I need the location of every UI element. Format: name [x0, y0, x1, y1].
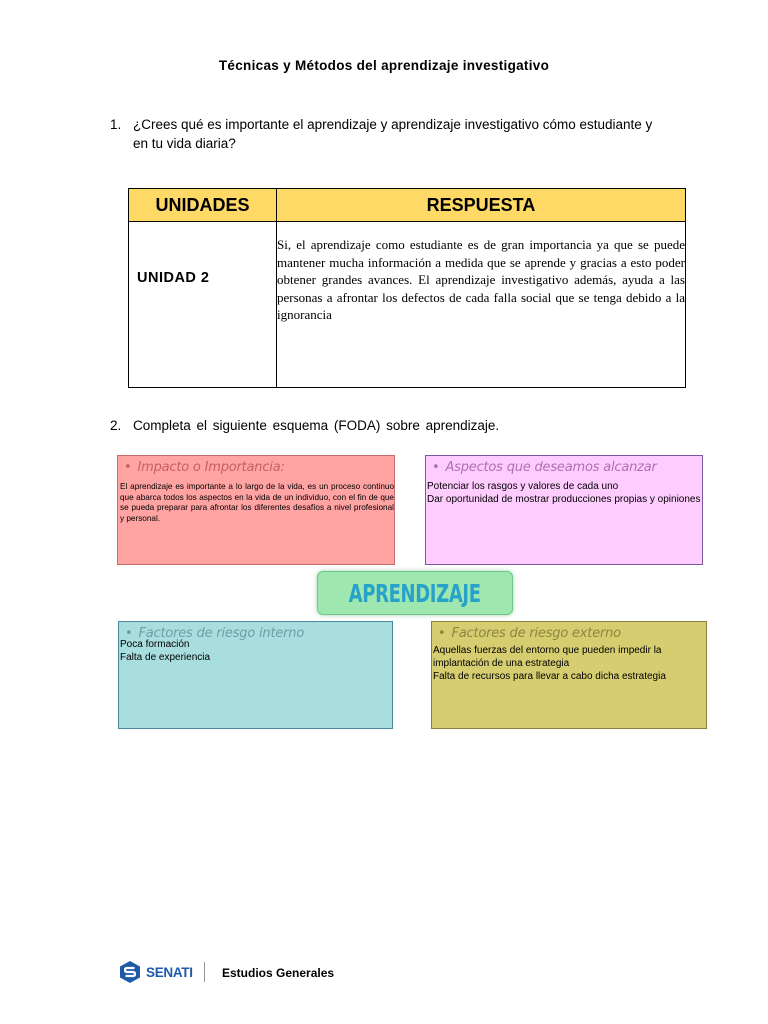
list-item: Falta de experiencia — [120, 652, 211, 663]
foda-body-aspectos — [427, 480, 703, 506]
foda-box-interno — [118, 621, 393, 729]
foda-body-externo — [433, 644, 708, 683]
page-footer — [118, 960, 438, 986]
question-1-number: 1. — [110, 117, 122, 132]
column-header-unidades: UNIDADES — [129, 189, 277, 222]
document-title: Técnicas y Métodos del aprendizaje investigativo — [218, 58, 550, 73]
question-1-text: ¿Crees qué es importante el aprendizaje y aprendizaje investigativo cómo estudiante y en tu vida diaria? — [133, 117, 653, 151]
foda-heading-aspectos — [432, 460, 657, 475]
aprendizaje-text: APRENDIZAJE — [348, 578, 482, 608]
aprendizaje-center-label — [317, 571, 513, 615]
column-header-respuesta: RESPUESTA — [277, 189, 686, 222]
foda-box-impacto — [117, 455, 395, 565]
foda-box-aspectos — [425, 455, 703, 565]
list-item: Dar oportunidad de mostrar producciones propias y opiniones — [427, 494, 701, 505]
foda-heading-aspectos-text: Aspectos que deseamos alcanzar — [445, 460, 657, 475]
units-table — [128, 188, 686, 388]
senati-logo-text: SENATI — [146, 965, 193, 980]
unit-cell: UNIDAD 2 — [129, 222, 277, 388]
foda-box-externo — [431, 621, 707, 729]
list-item: Poca formación — [120, 639, 190, 650]
foda-heading-impacto-text: Impacto o Importancia: — [137, 460, 285, 475]
question-2-text: Completa el siguiente esquema (FODA) sobre aprendizaje. — [133, 418, 500, 433]
foda-body-impacto — [120, 482, 394, 524]
answer-cell: Si, el aprendizaje como estudiante es de gran importancia ya que se puede mantener mucha información a medida que se aprende y gracias a esto poder obtener grandes avances. El aprendizaje investigativo además, ayuda a las personas a afrontar los defectos de cada falla social que se tenga debido a la ignorancia — [277, 222, 686, 388]
bullet-icon: • — [125, 626, 133, 641]
foda-heading-impacto — [124, 460, 285, 475]
foda-heading-interno-text: Factores de riesgo interno — [138, 626, 305, 641]
foda-text-impacto: El aprendizaje es importante a lo largo de la vida, es un proceso continuo que abarca todos los aspectos en la vida de un individuo, con el fin de que se pueda preparar para afrontar los diferentes desafíos a nivel profesional y personal. — [120, 482, 394, 523]
list-item: Falta de recursos para llevar a cabo dicha estrategia — [433, 671, 666, 682]
foda-body-interno — [120, 638, 390, 664]
foda-heading-externo — [438, 626, 621, 641]
foda-heading-externo-text: Factores de riesgo externo — [451, 626, 621, 641]
table-row — [129, 222, 686, 388]
footer-divider — [204, 962, 205, 982]
table-header-row — [129, 189, 686, 222]
footer-label: Estudios Generales — [222, 966, 335, 980]
bullet-icon: • — [432, 460, 440, 475]
list-item: Aquellas fuerzas del entorno que pueden impedir la implantación de una estrategia — [433, 645, 662, 669]
bullet-icon: • — [438, 626, 446, 641]
bullet-icon: • — [124, 460, 132, 475]
question-2-number: 2. — [110, 418, 122, 433]
senati-logo-icon — [118, 960, 142, 989]
list-item: Potenciar los rasgos y valores de cada uno — [427, 481, 619, 492]
